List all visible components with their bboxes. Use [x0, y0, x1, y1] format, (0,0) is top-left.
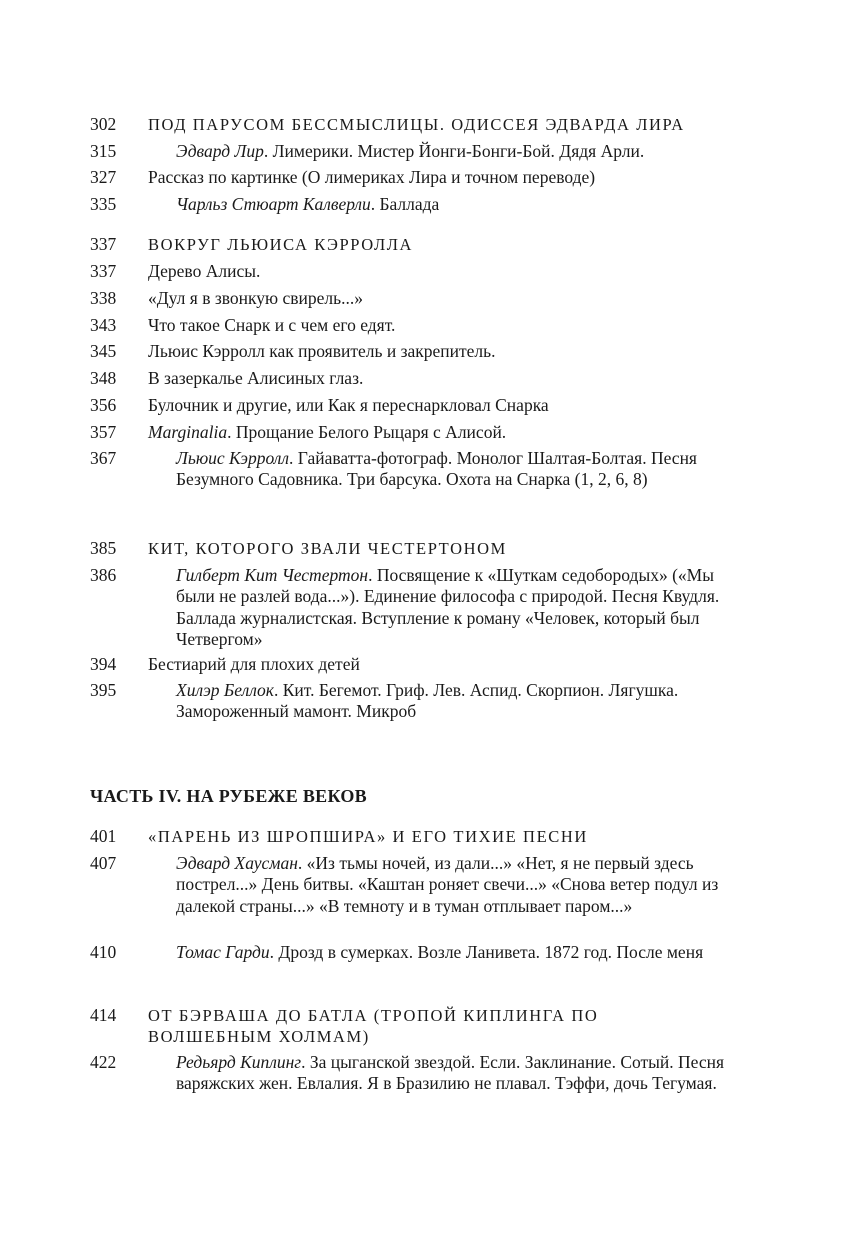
author-name: Редьярд Киплинг [176, 1052, 302, 1072]
entry-title [148, 114, 733, 135]
entry-title [148, 261, 733, 282]
entry-title [148, 826, 733, 847]
entry-title [176, 141, 736, 162]
entry-text: Льюис Кэрролл как проявитель и закрепитель. [148, 341, 496, 361]
entry-title [176, 680, 736, 723]
page-number: 327 [90, 167, 117, 187]
entry-text: ВОКРУГ ЛЬЮИСА КЭРРОЛЛА [148, 235, 414, 254]
entry-title [176, 942, 736, 963]
page-number: 422 [90, 1052, 117, 1072]
entry-text: КИТ, КОТОРОГО ЗВАЛИ ЧЕСТЕРТОНОМ [148, 539, 507, 558]
entry-title [148, 654, 733, 675]
entry-title [148, 422, 733, 443]
page-number: 356 [90, 395, 117, 415]
page-number: 407 [90, 853, 117, 873]
page-number: 357 [90, 422, 117, 442]
page-number: 414 [90, 1005, 117, 1025]
page-number: 337 [90, 261, 117, 281]
page-number: 335 [90, 194, 117, 214]
entry-text: . Кит. Бегемот. Гриф. Лев. Аспид. Скорпион. Лягушка. Замороженный мамонт. Микроб [176, 680, 679, 722]
page-number: 337 [90, 234, 117, 254]
entry-text: . «Из тьмы ночей, из дали...» «Нет, я не первый здесь пострел...» День битвы. «Каштан роняет свечи...» «Снова ветер подул из далекой страны...» «В темноту и в туман отплывает паром...» [176, 853, 719, 916]
page-number: 302 [90, 114, 117, 134]
entry-text: Бестиарий для плохих детей [148, 654, 360, 674]
entry-text: Рассказ по картинке (О лимериках Лира и точном переводе) [148, 167, 596, 187]
author-name: Хилэр Беллок [176, 680, 274, 700]
entry-text: . Гайаватта-фотограф. Монолог Шалтая-Болтая. Песня Безумного Садовника. Три барсука. Охота на Снарка (1, 2, 6, 8) [176, 448, 697, 490]
entry-text: . Прощание Белого Рыцаря с Алисой. [227, 422, 507, 442]
author-name: Эдвард Хаусман [176, 853, 298, 873]
page-number: 386 [90, 565, 117, 585]
page-number: 348 [90, 368, 117, 388]
page-number: 315 [90, 141, 117, 161]
page-number: 395 [90, 680, 117, 700]
page-number: 401 [90, 826, 117, 846]
entry-title [176, 448, 736, 491]
author-name: Чарльз Стюарт Калверли [176, 194, 371, 214]
entry-title [176, 1052, 736, 1095]
author-name: Гилберт Кит Честертон [176, 565, 369, 585]
page-number: 367 [90, 448, 117, 468]
entry-text: . За цыганской звездой. Если. Заклинание. Сотый. Песня варяжских жен. Евлалия. Я в Бразилию не плавал. Тэффи, дочь Тегумая. [176, 1052, 725, 1094]
entry-text: . Дрозд в сумерках. Возле Ланивета. 1872 год. После меня [269, 942, 704, 962]
entry-title [148, 315, 733, 336]
entry-text: ПОД ПАРУСОМ БЕССМЫСЛИЦЫ. ОДИССЕЯ ЭДВАРДА ЛИРА [148, 115, 685, 134]
page-number: 394 [90, 654, 117, 674]
page-number: 343 [90, 315, 117, 335]
page-number: 385 [90, 538, 117, 558]
entry-text: «ПАРЕНЬ ИЗ ШРОПШИРА» И ЕГО ТИХИЕ ПЕСНИ [148, 827, 588, 846]
entry-title [176, 194, 736, 215]
entry-text: Булочник и другие, или Как я переснаркловал Снарка [148, 395, 549, 415]
entry-text: ОТ БЭРВАША ДО БАТЛА (ТРОПОЙ КИПЛИНГА ПО ВОЛШЕБНЫМ ХОЛМАМ) [148, 1006, 599, 1047]
entry-text: Дерево Алисы. [148, 261, 261, 281]
entry-title [148, 1005, 668, 1048]
entry-text: Что такое Снарк и с чем его едят. [148, 315, 396, 335]
part-heading: ЧАСТЬ IV. НА РУБЕЖЕ ВЕКОВ [90, 786, 367, 806]
author-name: Льюис Кэрролл [176, 448, 290, 468]
entry-title [176, 565, 736, 650]
page-number: 345 [90, 341, 117, 361]
entry-title [148, 167, 733, 188]
entry-title [148, 288, 733, 309]
author-name: Эдвард Лир [176, 141, 264, 161]
entry-text: . Посвящение к «Шуткам седобородых» («Мы были не разлей вода...»). Единение философа с природой. Песня Квудля. Баллада журналистская. Вступление к роману «Человек, который был Четвергом» [176, 565, 720, 649]
entry-title [148, 341, 733, 362]
entry-text: В зазеркалье Алисиных глаз. [148, 368, 364, 388]
entry-text: . Баллада [370, 194, 440, 214]
author-name: Marginalia [148, 422, 228, 442]
entry-title [176, 853, 736, 917]
entry-text: . Лимерики. Мистер Йонги-Бонги-Бой. Дядя Арли. [263, 141, 645, 161]
page-number: 410 [90, 942, 117, 962]
entry-title [148, 368, 733, 389]
author-name: Томас Гарди [176, 942, 270, 962]
entry-title [148, 538, 733, 559]
entry-text: «Дул я в звонкую свирель...» [148, 288, 363, 308]
entry-title [148, 234, 733, 255]
page-number: 338 [90, 288, 117, 308]
entry-title [148, 395, 733, 416]
